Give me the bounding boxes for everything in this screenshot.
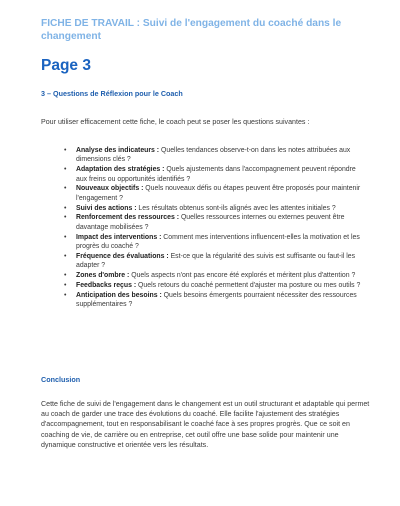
item-term: Nouveaux objectifs : xyxy=(76,185,144,193)
bullet-icon: • xyxy=(64,214,67,222)
item-term: Analyse des indicateurs : xyxy=(76,147,160,154)
item-text: Quels aspects n'ont pas encore été explorés et méritent plus d'attention ? xyxy=(129,272,356,280)
item-text: Quels nouveaux défis ou étapes peuvent être proposés pour maintenir l'engagement ? xyxy=(76,185,361,202)
bullet-icon: • xyxy=(64,166,67,174)
item-text: Quelles ressources internes ou externes peuvent être davantage mobilisées ? xyxy=(76,214,345,231)
list-item xyxy=(64,165,364,184)
bullet-icon: • xyxy=(64,272,67,280)
bullet-icon: • xyxy=(64,204,67,212)
item-text: Comment mes interventions influencent-elles la motivation et les progrès du coaché ? xyxy=(76,233,360,251)
list-item xyxy=(64,184,364,203)
bullet-icon: • xyxy=(64,185,67,193)
item-text: Les résultats obtenus sont-ils alignés avec les attentes initiales ? xyxy=(136,204,336,212)
item-text: Quelles tendances observe-t-on dans les notes attribuées aux dimensions clés ? xyxy=(76,147,351,164)
item-text: Est-ce que la régularité des suivis est suffisante ou faut-il les adapter ? xyxy=(76,252,356,270)
item-term: Adaptation des stratégies : xyxy=(76,166,165,174)
list-item xyxy=(64,291,364,310)
list-item xyxy=(64,252,364,271)
page-heading: Page 3 xyxy=(41,57,91,74)
question-list xyxy=(64,146,364,310)
section-heading: 3 – Questions de Réflexion pour le Coach xyxy=(41,89,183,98)
item-text: Quels ajustements dans l'accompagnement peuvent répondre aux freins ou opportunités identifiés ? xyxy=(76,166,356,183)
conclusion-text: Cette fiche de suivi de l'engagement dans le changement est un outil structurant et adaptable qui permet au coach de garder une trace des évolutions du coaché. Elle facilite l'ajustement des stratégies d'accompagnement, tout en responsabilisant le coaché face à ses propres progrès. Que ce soit en coaching de vie, de carrière ou en entreprise, cet outil offre une base solide pour maintenir une dynamique constructive et orientée vers les résultats. xyxy=(41,400,370,449)
section-intro: Pour utiliser efficacement cette fiche, le coach peut se poser les questions suivantes : xyxy=(41,118,310,126)
item-text: Quels besoins émergents pourraient nécessiter des ressources supplémentaires ? xyxy=(76,291,357,309)
list-item xyxy=(64,233,364,252)
item-term: Anticipation des besoins : xyxy=(76,291,162,299)
item-term: Suivi des actions : xyxy=(76,204,137,212)
item-text: Quels retours du coaché permettent d'ajuster ma posture ou mes outils ? xyxy=(136,281,361,289)
conclusion-heading: Conclusion xyxy=(41,375,81,384)
document-title: FICHE DE TRAVAIL : Suivi de l'engagement du coaché dans le changement xyxy=(41,18,342,42)
list-item xyxy=(64,213,364,232)
item-term: Renforcement des ressources : xyxy=(76,214,180,222)
item-term: Fréquence des évaluations : xyxy=(76,252,169,260)
bullet-icon: • xyxy=(64,291,67,299)
bullet-icon: • xyxy=(64,233,67,241)
bullet-icon: • xyxy=(64,252,67,260)
item-term: Impact des interventions : xyxy=(76,233,162,241)
list-item xyxy=(64,281,364,290)
bullet-icon: • xyxy=(64,147,67,154)
list-item xyxy=(64,204,364,213)
list-item xyxy=(64,271,364,280)
item-term: Zones d'ombre : xyxy=(76,272,130,280)
list-item xyxy=(64,146,364,165)
bullet-icon: • xyxy=(64,281,67,289)
item-term: Feedbacks reçus : xyxy=(76,281,137,289)
